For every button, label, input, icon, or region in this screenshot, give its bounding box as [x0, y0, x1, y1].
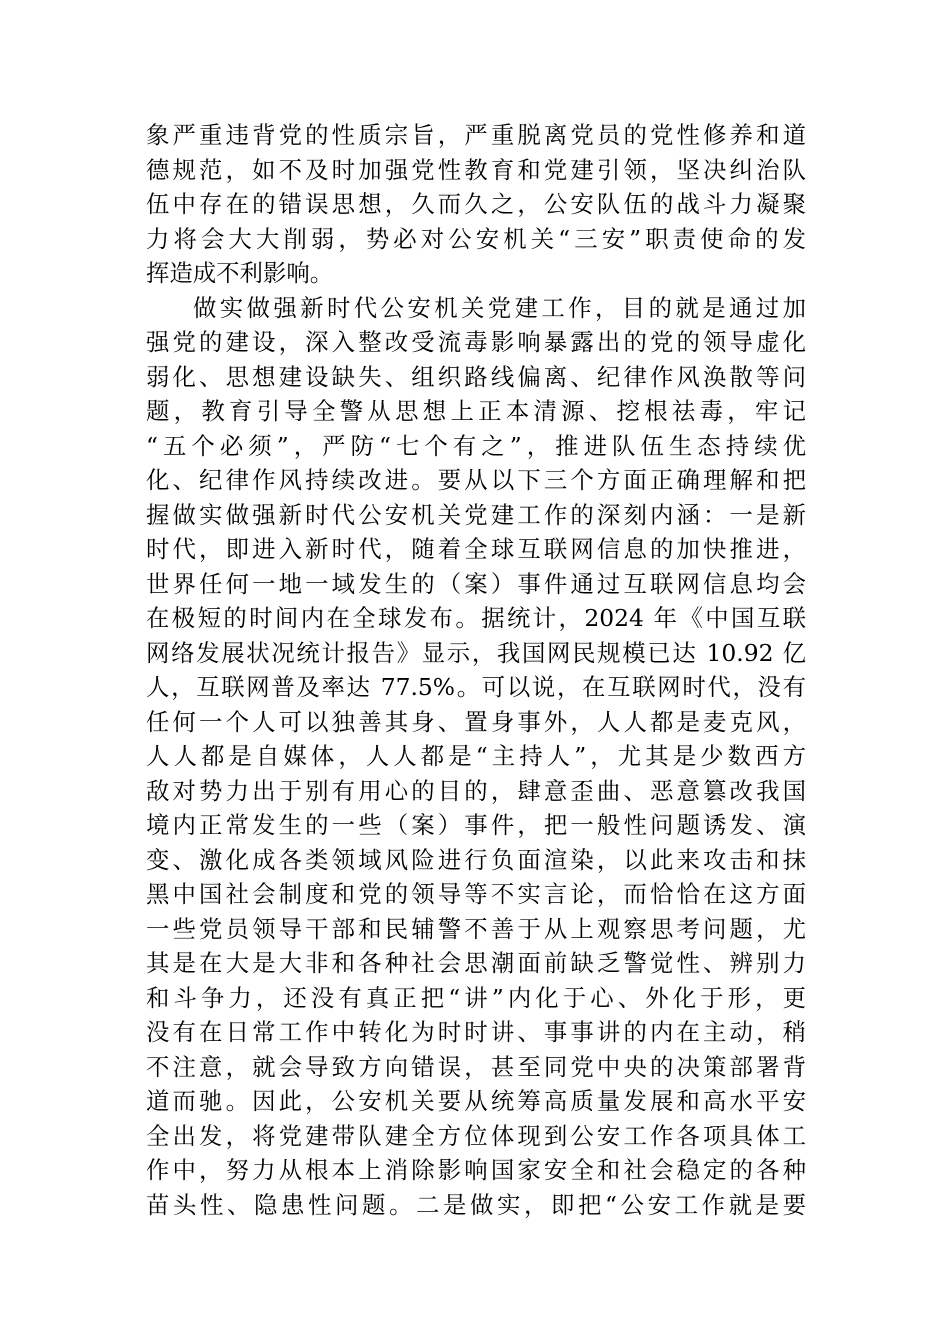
- text-line: 强党的建设，深入整改受流毒影响暴露出的党的领导虚化: [146, 328, 806, 356]
- text-line: 挥造成不利影响。: [146, 259, 334, 287]
- text-line: 全出发，将党建带队建全方位体现到公安工作各项具体工: [146, 1121, 806, 1150]
- text-line: 弱化、思想建设缺失、组织路线偏离、纪律作风涣散等问: [146, 362, 806, 391]
- text-line: 敌对势力出于别有用心的目的，肆意歪曲、恶意篡改我国: [146, 776, 806, 805]
- text-line: 在极短的时间内在全球发布。据统计，2024 年《中国互联: [146, 604, 806, 632]
- text-line: 没有在日常工作中转化为时时讲、事事讲的内在主动，稍: [146, 1018, 806, 1046]
- text-line: 伍中存在的错误思想，久而久之，公安队伍的战斗力凝聚: [146, 190, 806, 218]
- text-line: 变、激化成各类领域风险进行负面渲染，以此来攻击和抹: [146, 845, 806, 874]
- text-line: 人人都是自媒体，人人都是“主持人”，尤其是少数西方: [146, 742, 806, 770]
- text-line: 黑中国社会制度和党的领导等不实言论，而恰恰在这方面: [146, 880, 806, 908]
- text-line: 其是在大是大非和各种社会思潮面前缺乏警觉性、辨别力: [146, 949, 806, 977]
- text-line: 时代，即进入新时代，随着全球互联网信息的加快推进，: [146, 535, 806, 563]
- text-line: 道而驰。因此，公安机关要从统筹高质量发展和高水平安: [146, 1087, 806, 1115]
- text-line: 作中，努力从根本上消除影响国家安全和社会稳定的各种: [146, 1156, 806, 1184]
- text-line: 任何一个人可以独善其身、置身事外，人人都是麦克风，: [146, 707, 806, 736]
- text-line: “五个必须”，严防“七个有之”，推进队伍生态持续优: [146, 431, 806, 460]
- text-line: 网络发展状况统计报告》显示，我国网民规模已达 10.92 亿: [146, 638, 806, 667]
- text-line: 题，教育引导全警从思想上正本清源、挖根祛毒，牢记: [146, 397, 806, 425]
- text-line: 握做实做强新时代公安机关党建工作的深刻内涵：一是新: [146, 500, 806, 529]
- text-line: 世界任何一地一域发生的（案）事件通过互联网信息均会: [146, 569, 806, 598]
- text-line: 境内正常发生的一些（案）事件，把一般性问题诱发、演: [146, 811, 806, 839]
- text-line: 象严重违背党的性质宗旨，严重脱离党员的党性修养和道: [146, 121, 806, 149]
- text-line: 不注意，就会导致方向错误，甚至同党中央的决策部署背: [146, 1052, 806, 1081]
- paragraph-first-line: 做实做强新时代公安机关党建工作，目的就是通过加: [193, 293, 806, 322]
- text-line: 一些党员领导干部和民辅警不善于从上观察思考问题，尤: [146, 914, 806, 943]
- text-line: 德规范，如不及时加强党性教育和党建引领，坚决纠治队: [146, 155, 806, 184]
- text-line: 苗头性、隐患性问题。二是做实，即把“公安工作就是要: [146, 1190, 806, 1219]
- body-text: [146, 118, 806, 1222]
- text-line: 和斗争力，还没有真正把“讲”内化于心、外化于形，更: [146, 983, 806, 1012]
- text-line: 化、纪律作风持续改进。要从以下三个方面正确理解和把: [146, 466, 806, 494]
- text-line: 人，互联网普及率达 77.5%。可以说，在互联网时代，没有: [146, 673, 806, 701]
- text-line: 力将会大大削弱，势必对公安机关“三安”职责使命的发: [146, 224, 806, 253]
